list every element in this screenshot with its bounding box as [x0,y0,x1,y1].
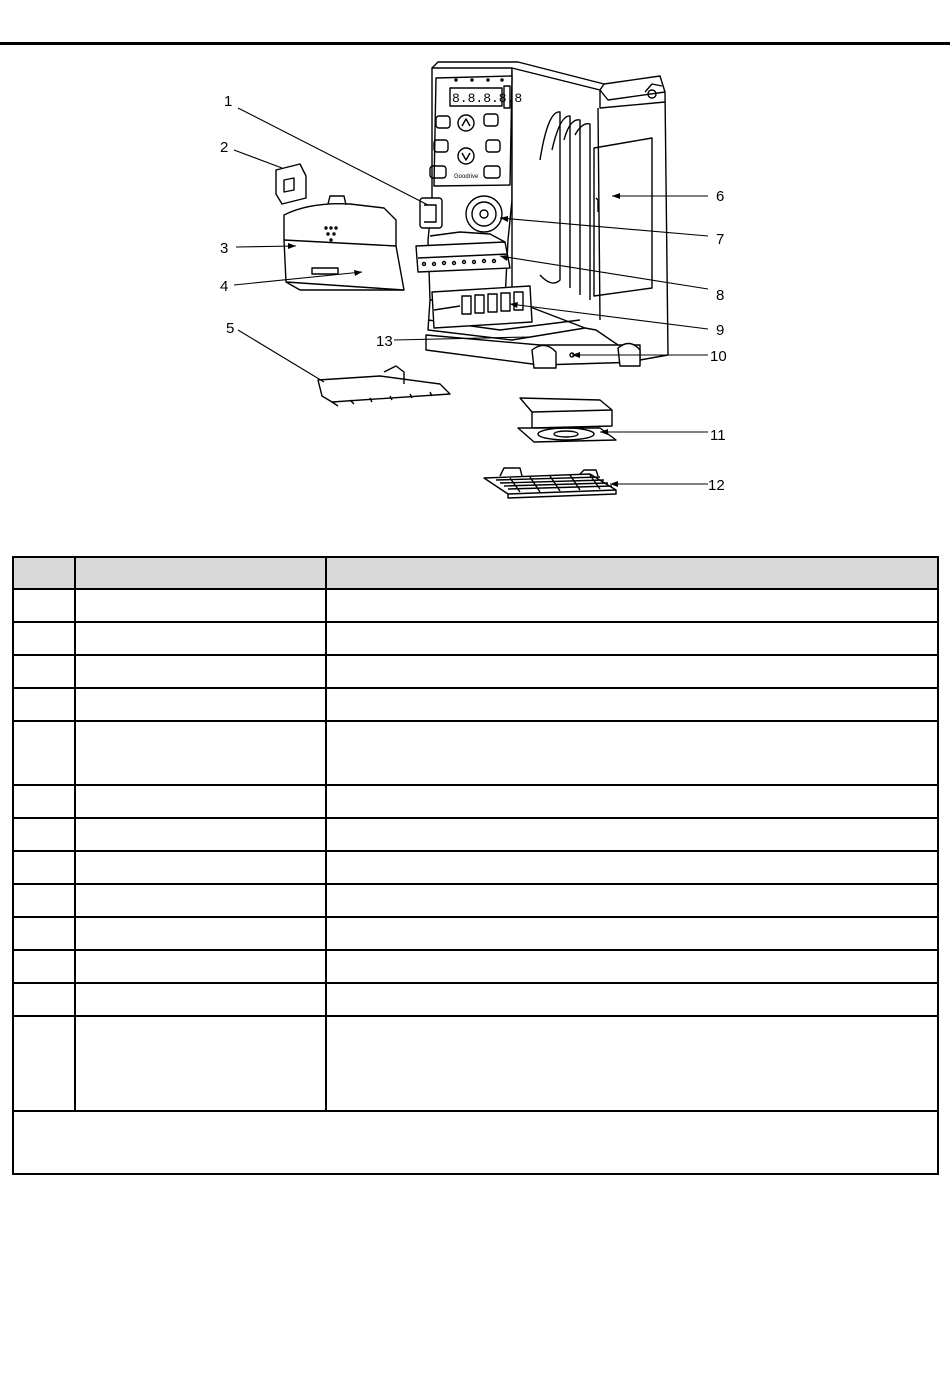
callout-3: 3 [220,240,229,257]
callout-1: 1 [224,93,233,110]
row-name [75,950,326,983]
row-no [13,785,75,818]
row-name [75,785,326,818]
row-no [13,688,75,721]
row-name [75,721,326,785]
header-description [326,557,938,589]
row-no [13,721,75,785]
row-description [326,983,938,1016]
row-name [75,884,326,917]
callout-4: 4 [220,278,229,295]
table-row [13,785,938,818]
part-fan-guard [484,468,616,498]
exploded-view-diagram [0,0,950,520]
table-header-row [13,557,938,589]
row-description [326,950,938,983]
row-name [75,917,326,950]
callout-6: 6 [716,188,725,205]
table-row [13,884,938,917]
row-name [75,818,326,851]
callout-7: 7 [716,231,725,248]
row-description [326,688,938,721]
table-row [13,589,938,622]
row-no [13,851,75,884]
callout-11: 11 [710,427,726,444]
row-no [13,622,75,655]
callout-8: 8 [716,287,725,304]
table-row [13,688,938,721]
table-row [13,622,938,655]
row-description [326,917,938,950]
row-description [326,851,938,884]
table-row [13,851,938,884]
part-port-cap [276,164,306,204]
row-no [13,589,75,622]
row-description [326,818,938,851]
keypad-display: 8.8.8.8.8 [452,91,523,106]
table-row [13,983,938,1016]
header-no [13,557,75,589]
callout-9: 9 [716,322,725,339]
row-name [75,622,326,655]
table-row [13,655,938,688]
row-name [75,589,326,622]
table-row [13,1016,938,1111]
row-description [326,1016,938,1111]
row-name [75,655,326,688]
row-description [326,785,938,818]
row-description [326,655,938,688]
callout-5: 5 [226,320,235,337]
potentiometer [466,196,502,232]
row-description [326,622,938,655]
callout-12: 12 [708,477,725,494]
row-no [13,655,75,688]
row-no [13,917,75,950]
table-row [13,917,938,950]
row-name [75,851,326,884]
header-name [75,557,326,589]
table-row [13,721,938,785]
row-no [13,884,75,917]
part-terminal-cover [284,196,404,290]
row-description [326,589,938,622]
base-plate [426,335,640,368]
callout-13: 13 [376,333,393,350]
table-row [13,818,938,851]
exploded-view-svg [0,0,950,520]
row-no [13,818,75,851]
row-name [75,1016,326,1111]
parts-table [12,556,939,1175]
part-fan [518,398,616,442]
row-name [75,688,326,721]
part-bottom-terminal-strip [318,366,450,406]
callout-10: 10 [710,348,727,365]
row-no [13,950,75,983]
table-note [13,1111,938,1174]
row-description [326,884,938,917]
keypad-brand: Goodrive [454,174,479,180]
row-description [326,721,938,785]
row-name [75,983,326,1016]
table-row [13,950,938,983]
callout-2: 2 [220,139,229,156]
row-no [13,983,75,1016]
table-note-row [13,1111,938,1174]
row-no [13,1016,75,1111]
